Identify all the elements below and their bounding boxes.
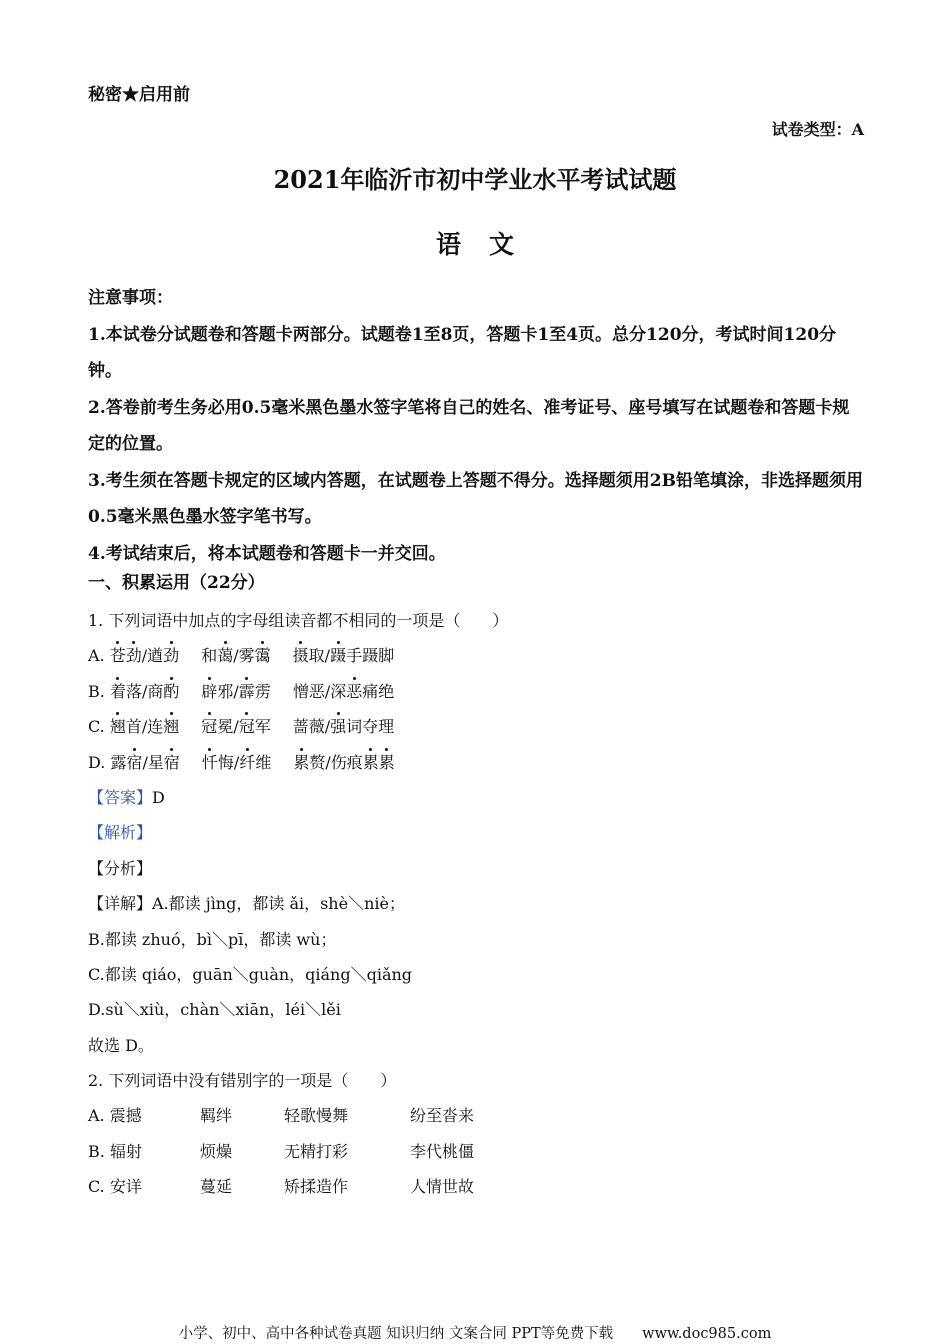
q2-option-b: B. 辐射 烦燥 无精打彩 李代桃僵 (88, 1141, 475, 1161)
detail-line: 故选 D。 (88, 1035, 154, 1055)
exam-title: 2021年临沂市初中学业水平考试试题 (273, 165, 677, 194)
question-content (88, 603, 864, 1205)
detail-line: B.都读 zhuó，bì＼pī，都读 wù； (88, 929, 337, 949)
q1-option-d: D. 露宿/星宿 忏悔/纤维 累赘/伤痕累累 (88, 745, 864, 780)
notes-heading: 注意事项： (88, 288, 173, 308)
paper-type-label: 试卷类型：A (771, 120, 864, 139)
q2-stem: 2. 下列词语中没有错别字的一项是（ ） (88, 1071, 397, 1091)
fenxi-tag: 【分析】 (88, 858, 153, 878)
q1-stem: 1. 下列词语中加点的字母组读音都不相同的一项是（ ） (88, 611, 509, 630)
notes-block (88, 280, 864, 572)
confidential-label: 秘密★启用前 (88, 85, 190, 105)
answer-value: D (152, 787, 165, 807)
page-footer: 小学、初中、高中各种试卷真题 知识归纳 文案合同 PPT等免费下载 www.doc985.com (178, 1326, 772, 1342)
note-item: 1.本试卷分试题卷和答题卡两部分。试题卷1至8页，答题卡1至4页。总分120分，考试时间120分钟。 (88, 324, 837, 381)
detail-line: D.sù＼xiù，chàn＼xiān，léi＼lěi (88, 1000, 341, 1020)
q1-option-a: A. 苍劲/遒劲 和蔼/雾霭 摄取/蹑手蹑脚 (88, 638, 864, 673)
analysis-tag: 【解析】 (88, 823, 153, 843)
note-item: 4.考试结束后，将本试题卷和答题卡一并交回。 (88, 543, 446, 564)
q1-option-b: B. 着落/商酌 辟邪/霹雳 憎恶/深恶痛绝 (88, 674, 864, 709)
subject-title: 语文 (435, 230, 542, 259)
note-item: 3.考生须在答题卡规定的区域内答题，在试题卷上答题不得分。选择题须用2B铅笔填涂，非选择题须用0.5毫米黑色墨水签字笔书写。 (88, 470, 863, 527)
section-heading: 一、积累运用（22分） (88, 573, 265, 593)
answer-tag: 【答案】 (88, 787, 153, 807)
note-item: 2.答卷前考生务必用0.5毫米黑色墨水签字笔将自己的姓名、准考证号、座号填写在试题卷和答题卡规定的位置。 (88, 397, 850, 454)
q1-answer (88, 780, 864, 815)
q1-option-c: C. 翘首/连翘 冠冕/冠军 蔷薇/强词夺理 (88, 709, 864, 744)
q2-option-a: A. 震撼 羁绊 轻歌慢舞 纷至沓来 (88, 1106, 475, 1126)
q2-option-c: C. 安详 蔓延 矫揉造作 人情世故 (88, 1177, 475, 1197)
detail-line: C.都读 qiáo，guān＼guàn，qiáng＼qiǎng (88, 964, 413, 984)
detail-line: 【详解】A.都读 jìng，都读 ǎi，shè＼niè； (88, 894, 405, 914)
